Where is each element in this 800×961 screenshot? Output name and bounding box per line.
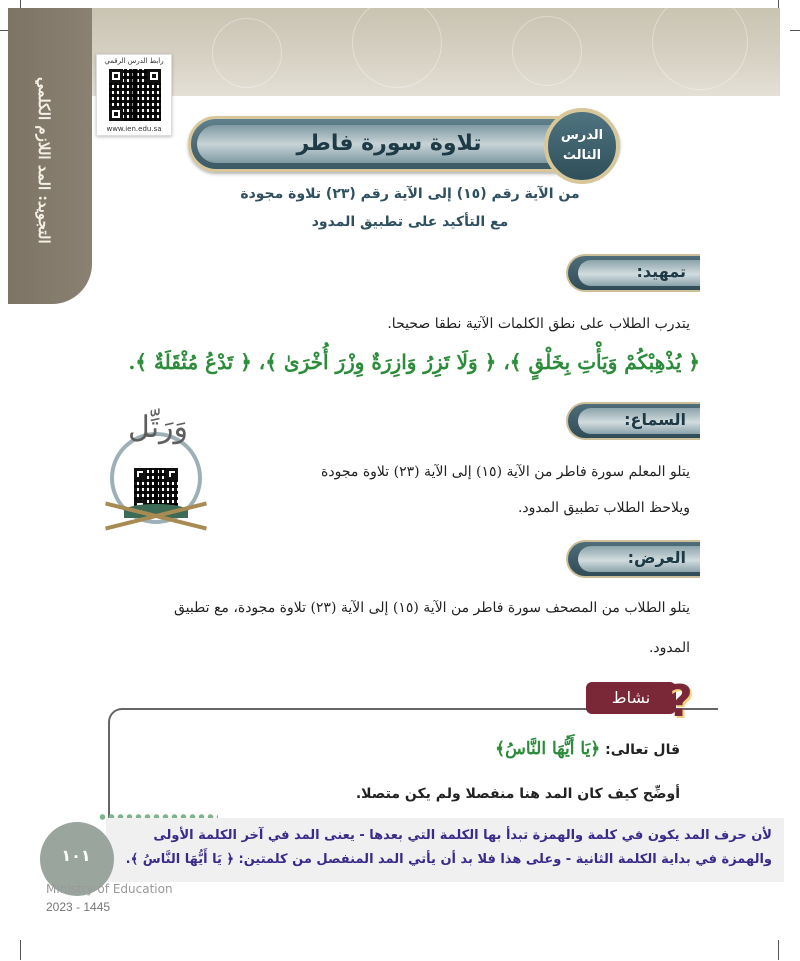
activity-tab: نشاط [586,682,676,714]
qr-caption: رابط الدرس الرقمي [104,57,164,65]
question-mark-icon: ? [667,676,693,727]
activity-verse: ﴿يَا أَيُّهَا النَّاسُ﴾ [495,739,601,759]
qr-code-icon [109,69,161,121]
intro-text: يتدرب الطلاب على نطق الكلمات الآتية نطقا صحيحا. [387,316,690,332]
activity-prefix-text: قال تعالى: [605,742,680,758]
listening-line-1: يتلو المعلم سورة فاطر من الآية (١٥) إلى الآية (٢٣) تلاوة مجودة [321,464,690,480]
badge-line1: الدرس [560,128,604,143]
page-number: ١٠١ [61,846,91,865]
section-label-presentation: العرض: [627,548,686,567]
crop-mark [790,30,800,31]
badge-line2: الثالث [562,148,602,163]
ministry-label: Ministry of Education [46,882,173,896]
section-header-presentation [566,540,700,578]
answer-line-1: لأن حرف المد يكون في كلمة والهمزة تبدأ بها الكلمة التي بعدها - يعنى المد في آخر الكلمة الأولى [153,828,772,843]
rattil-recitation-badge[interactable] [100,410,212,542]
answer-overlay [106,818,784,882]
answer-line-2: والهمزة في بداية الكلمة الثانية - وعلى هذا فلا بد أن يأتي المد المنفصل من كلمتين: ﴿ يَا أَيُّهَا النَّاسُ ﴾. [125,852,772,867]
edition-year: 2023 - 1445 [46,900,111,914]
lesson-title: تلاوة سورة فاطر [296,131,482,156]
digital-lesson-qr[interactable] [96,54,172,136]
rattil-word: وَرَتِّل [127,410,189,445]
lesson-subtitle-2: مع التأكيد على تطبيق المدود [311,214,509,230]
presentation-line-1: يتلو الطلاب من المصحف سورة فاطر من الآية (١٥) إلى الآية (٢٣) تلاوة مجودة، مع تطبيق [173,600,690,616]
intro-ayat: ﴿ يُذْهِبْكُمْ وَيَأْتِ بِخَلْقٍ ﴾، ﴿ وَلَا تَزِرُ وَازِرَةٌ وِزْرَ أُخْرَىٰ ﴾، ﴿ تَدْعُ مُثْقَلَةٌ ﴾. [128,350,700,374]
activity-question-prefix [300,738,680,759]
lesson-subtitle-1: من الآية رقم (١٥) إلى الآية رقم (٢٣) تلاوة مجودة [240,186,580,202]
qr-url[interactable]: www.ien.edu.sa [106,125,162,133]
activity-question: أوضِّح كيف كان المد هنا منفصلا ولم يكن متصلا. [355,786,680,802]
crop-mark [20,940,21,960]
section-label-intro: تمهيد: [636,262,686,281]
crop-mark [0,30,8,31]
side-chapter-title: التجويد: المد اللازم الكلمي [35,76,53,244]
listening-line-2: ويلاحظ الطلاب تطبيق المدود. [517,500,690,516]
section-header-listening [566,402,700,440]
section-label-listening: السماع: [624,410,686,429]
section-header-intro [566,254,700,292]
crop-mark [778,940,779,960]
lesson-number-badge [544,108,620,184]
presentation-line-2: المدود. [648,640,690,656]
top-decorative-band [92,8,780,96]
